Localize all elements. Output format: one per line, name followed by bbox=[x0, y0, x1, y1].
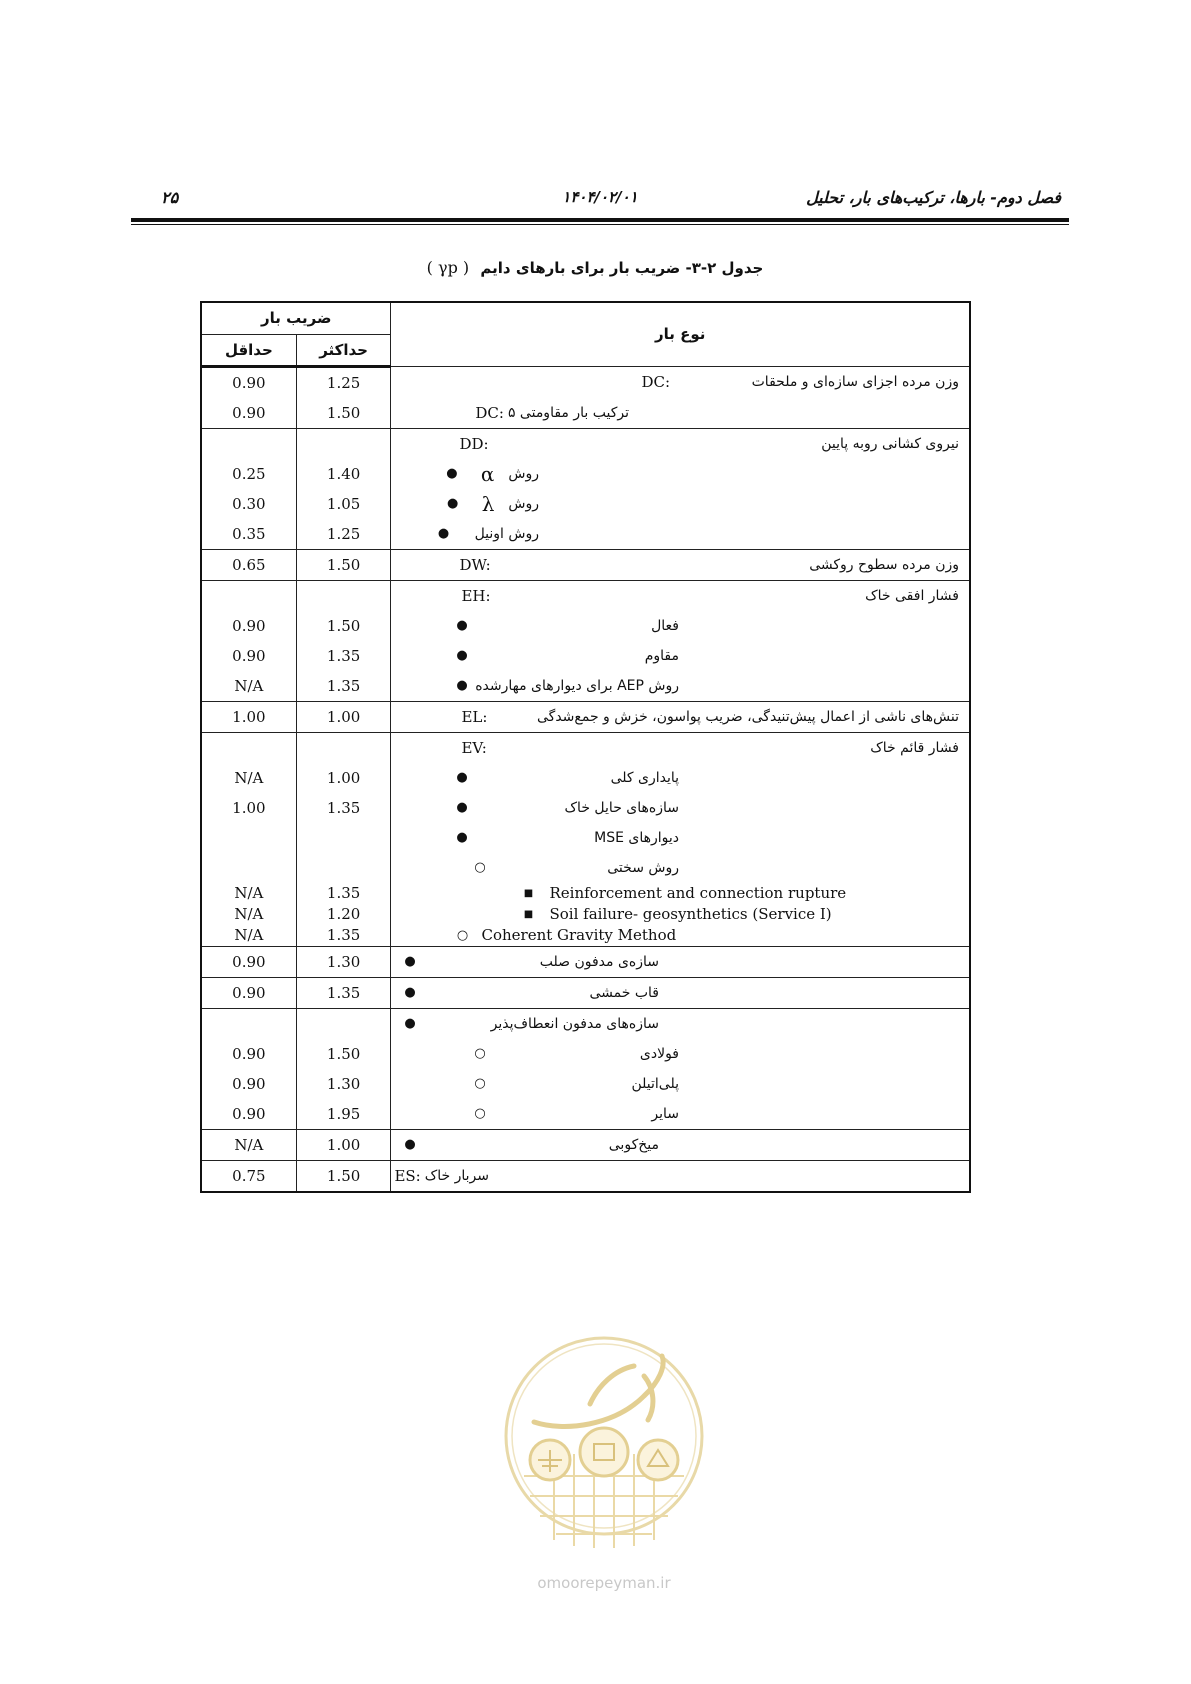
bullet-icon: ● bbox=[456, 648, 468, 663]
load-code: EH: bbox=[461, 586, 491, 605]
min-value: N/A bbox=[201, 671, 296, 702]
group-dc bbox=[201, 366, 970, 428]
header-rule-thick bbox=[131, 218, 1069, 222]
load-code: EV: bbox=[461, 738, 487, 757]
min-value: 0.90 bbox=[201, 946, 296, 977]
min-value: 0.90 bbox=[201, 641, 296, 671]
min-value: 0.65 bbox=[201, 549, 296, 580]
table-row bbox=[201, 428, 970, 459]
max-value: 1.30 bbox=[296, 1069, 391, 1099]
min-value: 0.90 bbox=[201, 398, 296, 429]
min-value: 1.00 bbox=[201, 793, 296, 823]
row-text: قاب خمشی bbox=[589, 984, 659, 1001]
row-text: فولادی bbox=[639, 1045, 679, 1062]
circle-bullet-icon: ○ bbox=[456, 927, 469, 943]
bullet-icon: ● bbox=[437, 526, 450, 541]
group-moment-frame bbox=[201, 977, 970, 1008]
max-value: 1.35 bbox=[296, 671, 391, 702]
table-row bbox=[201, 641, 970, 671]
max-value: 1.95 bbox=[296, 1099, 391, 1130]
table-row bbox=[201, 459, 970, 489]
max-value: 1.50 bbox=[296, 549, 391, 580]
col-header-max: حداکثر bbox=[296, 334, 391, 366]
caption-symbol: ( γp ) bbox=[426, 258, 470, 277]
bullet-icon: ● bbox=[456, 800, 468, 815]
min-value: 0.25 bbox=[201, 459, 296, 489]
col-header-min: حداقل bbox=[201, 334, 296, 366]
table-row bbox=[201, 925, 970, 947]
row-text: روش bbox=[508, 495, 539, 512]
max-value: 1.50 bbox=[296, 1160, 391, 1192]
row-text: ترکیب بار مقاومتی ۵ bbox=[507, 404, 629, 421]
table-row bbox=[201, 398, 970, 429]
square-bullet-icon: ■ bbox=[523, 887, 534, 899]
table-row bbox=[201, 1129, 970, 1160]
min-value: N/A bbox=[201, 904, 296, 925]
bullet-icon: ● bbox=[404, 1137, 416, 1152]
table-row bbox=[201, 793, 970, 823]
row-text: مقاوم bbox=[644, 647, 679, 664]
min-value: N/A bbox=[201, 1129, 296, 1160]
table-row bbox=[201, 1008, 970, 1039]
table-row bbox=[201, 701, 970, 732]
bullet-icon: ● bbox=[456, 618, 468, 633]
bullet-icon: ● bbox=[447, 496, 459, 511]
min-value: N/A bbox=[201, 763, 296, 793]
min-value: N/A bbox=[201, 925, 296, 947]
table-row bbox=[201, 732, 970, 763]
group-el bbox=[201, 701, 970, 732]
bullet-icon: ● bbox=[456, 770, 468, 785]
row-text: نیروی کشانی روبه پایین bbox=[821, 435, 959, 452]
header-date: ۱۴۰۴/۰۲/۰۱ bbox=[562, 188, 638, 206]
table-caption bbox=[200, 258, 990, 277]
row-text: وزن مرده اجزای سازه‌ای و ملحقات bbox=[751, 374, 959, 390]
circle-bullet-icon: ○ bbox=[474, 860, 486, 875]
max-value: 1.00 bbox=[296, 1129, 391, 1160]
min-value: 0.90 bbox=[201, 611, 296, 641]
max-value: 1.25 bbox=[296, 366, 391, 398]
row-text: سازه‌های حایل خاک bbox=[564, 799, 679, 816]
row-text: میخ‌کوبی bbox=[608, 1136, 659, 1153]
table-row bbox=[201, 1069, 970, 1099]
table-row bbox=[201, 1160, 970, 1192]
col-header-factor: ضریب بار bbox=[201, 302, 391, 334]
page-header bbox=[131, 188, 1069, 212]
min-value: 0.90 bbox=[201, 366, 296, 398]
square-bullet-icon: ■ bbox=[523, 908, 534, 920]
row-text: روش سختی bbox=[607, 859, 679, 876]
min-value: 0.30 bbox=[201, 489, 296, 519]
table-row bbox=[201, 549, 970, 580]
table-row bbox=[201, 763, 970, 793]
min-value: 0.90 bbox=[201, 977, 296, 1008]
table-row bbox=[201, 519, 970, 550]
row-text: سایر bbox=[651, 1105, 679, 1122]
min-value: 0.75 bbox=[201, 1160, 296, 1192]
load-code: DC: bbox=[475, 403, 504, 422]
group-ev bbox=[201, 732, 970, 946]
min-value: 0.35 bbox=[201, 519, 296, 550]
max-value: 1.50 bbox=[296, 398, 391, 429]
row-text: Reinforcement and connection rupture bbox=[549, 884, 847, 902]
table-row bbox=[201, 489, 970, 519]
table-row bbox=[201, 1099, 970, 1130]
min-value: N/A bbox=[201, 883, 296, 904]
bullet-icon: ● bbox=[404, 954, 416, 969]
row-text: سازه‌ی مدفون صلب bbox=[539, 953, 659, 970]
load-code: EL: bbox=[461, 707, 488, 726]
max-value: 1.00 bbox=[296, 701, 391, 732]
row-text: تنش‌های ناشی از اعمال پیش‌تنیدگی، ضریب پواسون، خزش و جمع‌شدگی bbox=[536, 708, 959, 725]
table-row bbox=[201, 823, 970, 853]
max-value: 1.35 bbox=[296, 793, 391, 823]
watermark-logo bbox=[494, 1326, 714, 1616]
max-value: 1.35 bbox=[296, 977, 391, 1008]
group-soil-nailing bbox=[201, 1129, 970, 1160]
min-value: 0.90 bbox=[201, 1099, 296, 1130]
table-row bbox=[201, 611, 970, 641]
row-text: روش bbox=[508, 465, 539, 482]
load-code: ES: bbox=[394, 1166, 421, 1185]
row-text: Coherent Gravity Method bbox=[481, 926, 677, 944]
group-dw bbox=[201, 549, 970, 580]
page-number: ۲۵ bbox=[161, 188, 179, 207]
table-row bbox=[201, 671, 970, 702]
table-row bbox=[201, 946, 970, 977]
table-row bbox=[201, 883, 970, 904]
max-value: 1.20 bbox=[296, 904, 391, 925]
table-row bbox=[201, 977, 970, 1008]
row-text: فعال bbox=[651, 617, 679, 634]
row-text: Soil failure- geosynthetics (Service I) bbox=[549, 905, 832, 923]
group-eh bbox=[201, 580, 970, 701]
chapter-title: فصل دوم- بارها، ترکیب‌های بار، تحلیل bbox=[806, 188, 1061, 207]
group-dd bbox=[201, 428, 970, 549]
load-factor-table bbox=[200, 301, 971, 1193]
max-value: 1.00 bbox=[296, 763, 391, 793]
load-code: DC: bbox=[641, 373, 671, 391]
table-row bbox=[201, 1039, 970, 1069]
group-es bbox=[201, 1160, 970, 1192]
min-value: 0.90 bbox=[201, 1039, 296, 1069]
bullet-icon: ● bbox=[446, 466, 458, 481]
caption-text: جدول ۲-۳- ضریب بار برای بارهای دایم bbox=[480, 259, 764, 277]
row-text: پایداری کلی bbox=[610, 769, 679, 786]
alpha-symbol: α bbox=[480, 461, 495, 486]
group-flexible-buried bbox=[201, 1008, 970, 1129]
bullet-icon: ● bbox=[404, 1016, 416, 1031]
circle-bullet-icon: ○ bbox=[474, 1106, 486, 1121]
bullet-icon: ● bbox=[456, 678, 468, 693]
max-value: 1.35 bbox=[296, 925, 391, 947]
bullet-icon: ● bbox=[404, 985, 416, 1000]
load-code: DW: bbox=[459, 555, 491, 574]
circle-bullet-icon: ○ bbox=[474, 1046, 486, 1061]
max-value: 1.25 bbox=[296, 519, 391, 550]
table-row bbox=[201, 366, 970, 398]
seal-icon bbox=[494, 1326, 714, 1616]
row-text: فشار قائم خاک bbox=[870, 739, 959, 756]
col-header-type: نوع بار bbox=[391, 302, 970, 366]
max-value: 1.30 bbox=[296, 946, 391, 977]
table-row bbox=[201, 580, 970, 611]
lambda-symbol: λ bbox=[481, 491, 495, 516]
row-text: پلی‌اتیلن bbox=[631, 1075, 679, 1092]
header-rule-thin bbox=[131, 224, 1069, 225]
max-value: 1.35 bbox=[296, 883, 391, 904]
max-value: 1.50 bbox=[296, 1039, 391, 1069]
row-text: روش AEP برای دیوارهای مهارشده bbox=[475, 677, 679, 694]
bullet-icon: ● bbox=[456, 830, 468, 845]
max-value: 1.05 bbox=[296, 489, 391, 519]
watermark-site: omoorepeyman.ir bbox=[537, 1574, 671, 1592]
min-value: 0.90 bbox=[201, 1069, 296, 1099]
min-value: 1.00 bbox=[201, 701, 296, 732]
row-text: روش اونیل bbox=[474, 525, 539, 542]
row-text: دیوارهای MSE bbox=[594, 829, 679, 846]
row-text: سازه‌های مدفون انعطاف‌پذیر bbox=[490, 1015, 659, 1032]
row-text: فشار افقی خاک bbox=[865, 587, 959, 604]
row-text: سربار خاک bbox=[424, 1167, 489, 1184]
max-value: 1.50 bbox=[296, 611, 391, 641]
table-row bbox=[201, 904, 970, 925]
table-row bbox=[201, 853, 970, 883]
row-text: وزن مرده سطوح روکشی bbox=[809, 556, 959, 573]
max-value: 1.40 bbox=[296, 459, 391, 489]
max-value: 1.35 bbox=[296, 641, 391, 671]
circle-bullet-icon: ○ bbox=[474, 1076, 486, 1091]
load-code: DD: bbox=[459, 434, 489, 453]
group-rigid-buried bbox=[201, 946, 970, 977]
